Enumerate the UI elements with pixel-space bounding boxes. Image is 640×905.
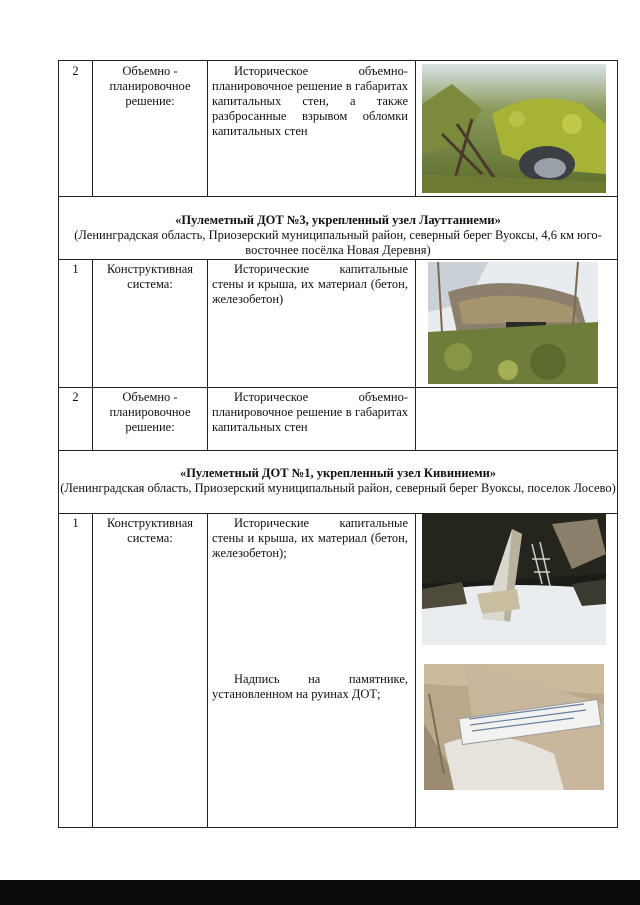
section-heading (58, 466, 618, 496)
col-divider (207, 513, 208, 827)
row-description: Историческое объемно-планировочное решение в габаритах капитальных стен, а также разбросанные взрывом обломки капитальных стен (212, 64, 408, 138)
row-number: 1 (72, 516, 79, 530)
row-divider (58, 196, 618, 197)
section-title: «Пулеметный ДОТ №1, укрепленный узел Кивиниеми» (179, 466, 497, 480)
col-divider (415, 60, 416, 196)
row-label: Объемно - планировочное решение: (109, 64, 191, 108)
section-location: (Ленинградская область, Приозерский муниципальный район, северный берег Вуоксы, 4,6 км юго-восточнее посёлка Новая Деревня) (74, 228, 602, 257)
row-label: Объемно - планировочное решение: (109, 390, 191, 434)
table-border-top (58, 60, 618, 61)
row-description: Исторические капитальные стены и крыша, их материал (бетон, железобетон); (212, 516, 408, 560)
row-divider (58, 259, 618, 260)
row-description: Исторические капитальные стены и крыша, их материал (бетон, железобетон) (212, 262, 408, 306)
table-border-bottom (58, 827, 618, 828)
row-label: Конструктивная система: (106, 262, 194, 291)
row-description-inscription: Надпись на памятнике, установленном на руинах ДОТ; (212, 672, 408, 701)
col-divider (92, 513, 93, 827)
table-border-left (58, 60, 59, 828)
row-divider (58, 450, 618, 451)
row-number: 2 (72, 390, 79, 404)
col-divider (92, 259, 93, 450)
bunker-embrasure-forest-photo (428, 262, 598, 384)
col-divider (415, 259, 416, 450)
row-number: 1 (72, 262, 79, 276)
col-divider (92, 60, 93, 196)
col-divider (207, 60, 208, 196)
col-divider (207, 259, 208, 450)
section-heading (58, 213, 618, 258)
row-divider (58, 387, 618, 388)
inscription-plaque-photo (424, 664, 604, 790)
section-title: «Пулеметный ДОТ №3, укрепленный узел Лауттаниеми» (175, 213, 501, 227)
row-description: Историческое объемно-планировочное решение в габаритах капитальных стен (212, 390, 408, 434)
scan-bottom-edge (0, 880, 640, 905)
ruins-overgrown-moss-photo (422, 64, 606, 193)
row-label: Конструктивная система: (106, 516, 194, 545)
row-number: 2 (72, 64, 79, 78)
monument-snow-photo (422, 514, 606, 645)
col-divider (415, 513, 416, 827)
table-border-right (617, 60, 618, 828)
section-location: (Ленинградская область, Приозерский муниципальный район, северный берег Вуоксы, поселок Лосево) (60, 481, 616, 495)
